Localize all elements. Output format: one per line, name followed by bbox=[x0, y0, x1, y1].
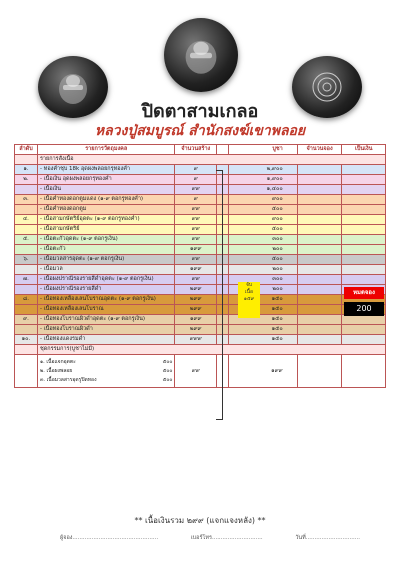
row-price: ๑๕๐ bbox=[228, 295, 297, 305]
section-row bbox=[15, 155, 386, 165]
row-price: ๑,๙๐๐ bbox=[228, 175, 297, 185]
amount-cell bbox=[342, 335, 386, 345]
order-table bbox=[14, 144, 386, 388]
booking-cell[interactable] bbox=[297, 295, 342, 305]
row-price: ๑๕๐ bbox=[228, 335, 297, 345]
row-price: ๒๐๐ bbox=[228, 245, 297, 255]
column-header-no: ลำดับ bbox=[15, 145, 38, 155]
row-item-name: - เนื้อทองโบราณผิวดำอุดตะ (๑-๙ ตอกรูเงิน) bbox=[37, 315, 174, 325]
amount-cell bbox=[342, 215, 386, 225]
set-item: ๑. เนื้อแจกอุดตะ ๕๐๐ bbox=[39, 358, 173, 365]
row-quantity: ๙๙ bbox=[175, 205, 217, 215]
row-price: ๕๐๐ bbox=[228, 205, 297, 215]
booking-cell[interactable] bbox=[297, 195, 342, 205]
table-row bbox=[15, 335, 386, 345]
booking-cell[interactable] bbox=[297, 355, 342, 388]
set-row bbox=[15, 355, 386, 388]
booking-cell[interactable] bbox=[297, 335, 342, 345]
row-quantity: ๙ bbox=[175, 195, 217, 205]
row-number: ๔. bbox=[15, 215, 38, 225]
row-number: ๗. bbox=[15, 275, 38, 285]
row-quantity: ๒๙๙ bbox=[175, 325, 217, 335]
set-item: ๓. เนื้อมวลสารอุดรูปิดทอง ๕๐๐ bbox=[39, 376, 173, 383]
row-price: ๙๐๐ bbox=[228, 195, 297, 205]
row-item-name: - เนื้อทองโบราณผิวดำ bbox=[37, 325, 174, 335]
row-price: ๑๕๐ bbox=[228, 305, 297, 315]
row-quantity: ๙๙ bbox=[175, 275, 217, 285]
booking-cell[interactable] bbox=[297, 325, 342, 335]
row-number: ๓. bbox=[15, 195, 38, 205]
footer-note: ** เนื้อเงินรวม ๒๙๙ (แจกแจงหลัง) ** bbox=[134, 516, 266, 525]
booking-cell[interactable] bbox=[297, 235, 342, 245]
table-row bbox=[15, 275, 386, 285]
row-number bbox=[15, 285, 38, 295]
amount-cell bbox=[342, 275, 386, 285]
table-header-row bbox=[15, 145, 386, 155]
booking-cell[interactable] bbox=[297, 305, 342, 315]
row-number bbox=[15, 325, 38, 335]
row-price: ๑๕๐ bbox=[228, 325, 297, 335]
row-item-name: - เนื้อสามกษัตริย์อุดตะ (๑-๙ ตอกรูทองคำ) bbox=[37, 215, 174, 225]
column-header-quantity: จำนวนสร้าง bbox=[175, 145, 217, 155]
note-text: จับ เนื้อ ๑๕๙ bbox=[243, 282, 255, 302]
row-item-name: - เนื้อเงิน อุดผงพลอยกรุทองคำ bbox=[37, 175, 174, 185]
row-item-name: - เนื้อผงปราณีรองรายสีดำอุดตะ (๑-๙ ตอกรูเงิน) bbox=[37, 275, 174, 285]
row-price: ๕๐๐ bbox=[228, 225, 297, 235]
booking-cell[interactable] bbox=[297, 165, 342, 175]
row-item-name: - เนื้อสามกษัตริย์ bbox=[37, 225, 174, 235]
amount-cell bbox=[342, 255, 386, 265]
row-price: ๒๐๐ bbox=[228, 285, 297, 295]
table-row bbox=[15, 235, 386, 245]
booking-cell[interactable] bbox=[297, 215, 342, 225]
row-quantity: ๑๙๙ bbox=[175, 245, 217, 255]
row-number: ๑. bbox=[15, 165, 38, 175]
column-header-price: บูชา bbox=[228, 145, 297, 155]
booking-cell[interactable] bbox=[297, 225, 342, 235]
row-number: ๘. bbox=[15, 295, 38, 305]
row-quantity: ๒๙๙ bbox=[175, 295, 217, 305]
row-price: ๓๐๐ bbox=[228, 235, 297, 245]
row-number: ๑๐. bbox=[15, 335, 38, 345]
row-quantity: ๙ bbox=[175, 165, 217, 175]
table-row bbox=[15, 305, 386, 315]
amount-cell bbox=[342, 235, 386, 245]
amulet-image-center bbox=[164, 18, 238, 92]
table-row bbox=[15, 165, 386, 175]
row-item-name: - เนื้อผงปราณีรองรายสีดำ bbox=[37, 285, 174, 295]
amount-cell bbox=[342, 315, 386, 325]
section-label: ชุดกรรมการ(บูชาไม่มี) bbox=[37, 345, 385, 355]
row-number bbox=[15, 205, 38, 215]
row-item-name: - เนื้อทองแดงรมดำ bbox=[37, 335, 174, 345]
booking-cell[interactable] bbox=[297, 315, 342, 325]
row-item-name: - เนื้อตะกั่วอุดตะ (๑-๙ ตอกรูเงิน) bbox=[37, 235, 174, 245]
booking-cell[interactable] bbox=[297, 175, 342, 185]
amount-cell bbox=[342, 225, 386, 235]
column-gap bbox=[217, 145, 229, 155]
row-number: ๒. bbox=[15, 175, 38, 185]
phone-field[interactable]: เบอร์โทร............................. bbox=[190, 535, 263, 541]
row-quantity: ๙๙ bbox=[175, 215, 217, 225]
booker-name-field[interactable]: ผู้จอง................................................. bbox=[60, 535, 159, 541]
page-title: ปิดตาสามเกลอ bbox=[141, 101, 259, 122]
row-quantity: ๙๙ bbox=[175, 185, 217, 195]
table-row bbox=[15, 285, 386, 295]
table-row bbox=[15, 325, 386, 335]
row-quantity: ๙๙ bbox=[175, 235, 217, 245]
amount-cell bbox=[342, 185, 386, 195]
table-row bbox=[15, 315, 386, 325]
row-item-name: - เนื้อตะกั่ว bbox=[37, 245, 174, 255]
row-price: ๕๐๐ bbox=[228, 255, 297, 265]
row-item-name: - ทองคำชุบ 18k อุดผงพลอยกรุทองคำ bbox=[37, 165, 174, 175]
amount-cell bbox=[342, 265, 386, 275]
row-item-name: - เนื้อเงิน bbox=[37, 185, 174, 195]
amount-cell bbox=[342, 205, 386, 215]
row-number bbox=[15, 305, 38, 315]
row-number: ๕. bbox=[15, 235, 38, 245]
amount-cell bbox=[342, 165, 386, 175]
row-price: ๑๕๐ bbox=[228, 315, 297, 325]
amount-cell bbox=[342, 175, 386, 185]
sold-out-badge: หมดจอง bbox=[344, 287, 384, 299]
booking-cell[interactable] bbox=[297, 245, 342, 255]
set-item: ๒. เนื้อผงพลอย ๕๐๐ bbox=[39, 367, 173, 374]
amount-cell bbox=[342, 195, 386, 205]
quantity-bracket bbox=[216, 170, 223, 420]
amount-cell bbox=[342, 325, 386, 335]
section-row bbox=[15, 345, 386, 355]
column-header-booking: จำนวนจอง bbox=[297, 145, 342, 155]
row-quantity: ๙๙ bbox=[175, 225, 217, 235]
column-header-item: รายการวัตถุมงคล bbox=[37, 145, 174, 155]
row-number bbox=[15, 185, 38, 195]
row-number bbox=[15, 245, 38, 255]
table-row bbox=[15, 185, 386, 195]
row-item-name: - เนื้อคำทองดอกตูม bbox=[37, 205, 174, 215]
amulet-figure-icon bbox=[179, 33, 223, 77]
table-row bbox=[15, 225, 386, 235]
row-item-name: - เนื้อทองเหลืองเลนโบราณ bbox=[37, 305, 174, 315]
note-box bbox=[238, 282, 260, 318]
set-price: ๑๙๙ bbox=[228, 355, 297, 388]
row-number: ๖. bbox=[15, 255, 38, 265]
table-row bbox=[15, 215, 386, 225]
row-quantity: ๙ bbox=[175, 175, 217, 185]
amount-cell bbox=[342, 355, 386, 388]
booking-cell[interactable] bbox=[297, 275, 342, 285]
row-price: ๒,๙๐๐ bbox=[228, 165, 297, 175]
booking-cell[interactable] bbox=[297, 205, 342, 215]
table-row bbox=[15, 195, 386, 205]
row-quantity: ๙๙๙ bbox=[175, 335, 217, 345]
row-item-name: - เนื้อทองเหลืองเลนโบราณอุดตะ (๑-๙ ตอกรูเงิน) bbox=[37, 295, 174, 305]
row-quantity: ๒๙๙ bbox=[175, 285, 217, 295]
row-item-name: - เนื้อมวล bbox=[37, 265, 174, 275]
section-label: รายการสั่งเนื้อ bbox=[37, 155, 385, 165]
set-quantity: ๙๙ bbox=[175, 355, 217, 388]
row-item-name: - เนื้อคำทองดอกตูมแดง (๑-๙ ตอกรูทองคำ) bbox=[37, 195, 174, 205]
table-row bbox=[15, 175, 386, 185]
booking-cell[interactable] bbox=[297, 285, 342, 295]
footer-form bbox=[60, 534, 360, 542]
row-price: ๙๐๐ bbox=[228, 215, 297, 225]
row-quantity: ๒๙๙ bbox=[175, 305, 217, 315]
amount-cell bbox=[342, 245, 386, 255]
table-row bbox=[15, 255, 386, 265]
row-number bbox=[15, 265, 38, 275]
column-header-amount: เป็นเงิน bbox=[342, 145, 386, 155]
row-price: ๒๐๐ bbox=[228, 265, 297, 275]
table-row bbox=[15, 245, 386, 255]
date-field[interactable]: วันที่............................... bbox=[295, 535, 360, 541]
table-row bbox=[15, 265, 386, 275]
row-number: ๙. bbox=[15, 315, 38, 325]
row-item-name: - เนื้อมวลสารอุดตะ (๑-๙ ตอกรูเงิน) bbox=[37, 255, 174, 265]
row-number bbox=[15, 225, 38, 235]
page-subtitle: หลวงปู่สมบูรณ์ สำนักสงฆ์เขาพลอย bbox=[94, 123, 306, 139]
set-items-cell bbox=[37, 355, 174, 388]
row-price: ๓๐๐ bbox=[228, 275, 297, 285]
table-row bbox=[15, 295, 386, 305]
table-row bbox=[15, 205, 386, 215]
row-price: ๑,๔๐๐ bbox=[228, 185, 297, 195]
booking-cell[interactable] bbox=[297, 265, 342, 275]
booking-cell[interactable] bbox=[297, 255, 342, 265]
count-badge: 200 bbox=[344, 302, 384, 316]
row-quantity: ๑๙๙ bbox=[175, 315, 217, 325]
row-quantity: ๙๙ bbox=[175, 255, 217, 265]
row-quantity: ๑๙๙ bbox=[175, 265, 217, 275]
booking-cell[interactable] bbox=[297, 185, 342, 195]
